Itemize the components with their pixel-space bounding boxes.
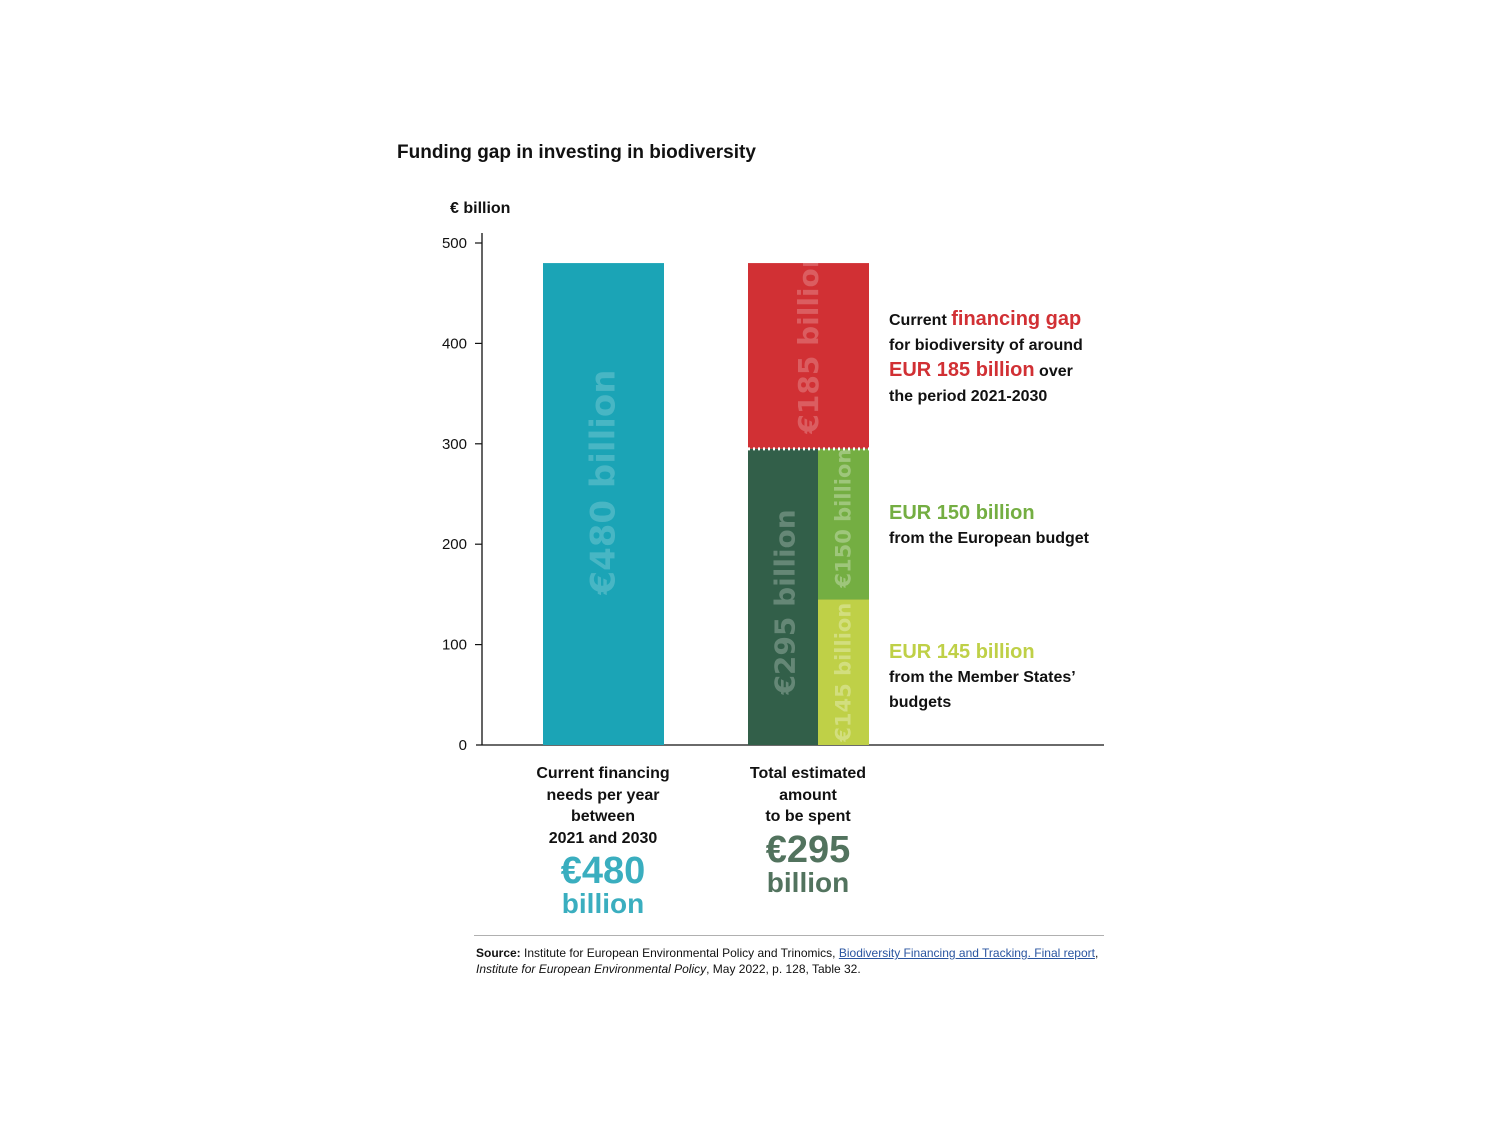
y-tick-label: 300	[441, 435, 467, 453]
bar-label-eu-budget: €150 billion	[831, 448, 856, 588]
needs-total-unit: billion	[561, 888, 645, 919]
bar-label-amount-spent: €295 billion	[768, 509, 802, 695]
annotation-highlight: EUR 145 billion	[889, 641, 1035, 663]
bar-label-financing-gap: €185 billion	[792, 248, 825, 434]
category-line: needs per year	[546, 786, 660, 804]
y-tick-label: 100	[441, 636, 467, 654]
category-line: between	[570, 808, 635, 825]
category-line: 2021 and 2030	[548, 829, 658, 847]
bar-label-financing-needs: €480 billion	[583, 369, 624, 595]
annotation-text: the period 2021-2030	[889, 388, 1048, 405]
needs-total: €480	[560, 850, 646, 892]
chart-title: Funding gap in investing in biodiversity	[397, 142, 756, 163]
source-link[interactable]: Biodiversity Financing and Tracking. Final report	[838, 946, 1095, 960]
annotation-text: Current	[889, 312, 952, 329]
source-text: ,	[1094, 946, 1099, 960]
source-text: Institute for European Environmental Policy and Trinomics,	[520, 946, 839, 960]
category-label-spent	[718, 763, 898, 898]
annotation-member-states	[889, 640, 1109, 715]
annotation-text: for biodiversity of around	[889, 337, 1083, 354]
bar-label-member-states: €145 billion	[831, 602, 856, 742]
annotation-text: over	[1034, 363, 1073, 380]
source-publisher: Institute for European Environmental Policy	[476, 962, 707, 976]
annotation-highlight: EUR 150 billion	[889, 502, 1035, 524]
annotation-eu-budget	[889, 501, 1109, 551]
y-tick-label: 200	[441, 536, 467, 554]
annotation-text: budgets	[889, 694, 952, 711]
y-tick-label: 400	[441, 335, 467, 353]
category-line: Total estimated	[749, 765, 867, 782]
source-text: , May 2022, p. 128, Table 32.	[706, 962, 861, 976]
y-tick-label: 500	[441, 235, 467, 252]
spent-total-unit: billion	[766, 866, 850, 898]
category-line: Current financing	[536, 765, 670, 782]
annotation-text: from the European budget	[889, 530, 1089, 547]
y-tick-label: 0	[458, 737, 467, 754]
category-line: amount	[779, 786, 837, 804]
annotation-gap	[889, 307, 1109, 409]
annotation-highlight: EUR 185 billion	[889, 359, 1035, 381]
category-label-needs	[513, 763, 693, 919]
source-note	[476, 945, 1106, 977]
spent-total: €295	[765, 828, 851, 871]
source-label: Source:	[476, 946, 521, 960]
category-line: to be spent	[765, 808, 851, 825]
annotation-text: from the Member States’	[889, 669, 1076, 686]
y-axis-label: € billion	[450, 200, 511, 217]
annotation-highlight: financing gap	[951, 308, 1082, 330]
source-divider	[474, 935, 1104, 936]
